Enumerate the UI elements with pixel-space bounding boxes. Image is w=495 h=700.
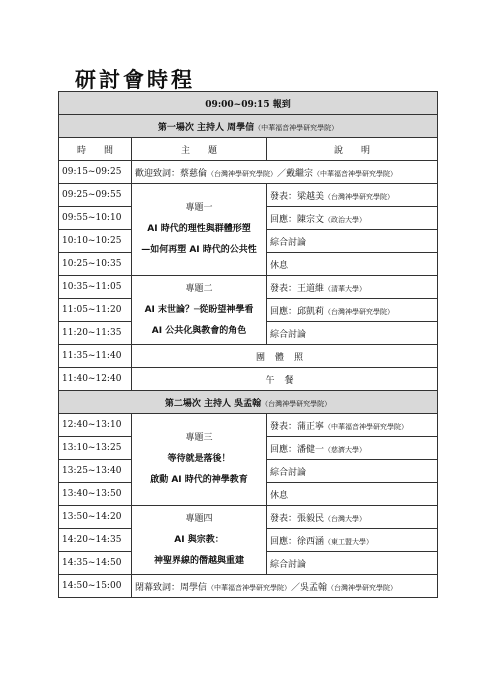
lunch-time: 11:40~12:40: [59, 368, 132, 391]
desc-text: 回應：徐西涵: [270, 536, 325, 547]
desc-cell: [267, 506, 438, 529]
closing-row: [59, 575, 438, 598]
session2-cell: [59, 391, 438, 414]
desc-cell: [267, 552, 438, 575]
desc-cell: [267, 299, 438, 322]
topic2-cell: [132, 276, 267, 345]
header-time: 時 間: [59, 138, 132, 161]
desc-text: 回應：陳宗文: [270, 214, 325, 225]
registration-cell: 09:00~09:15 報到: [59, 92, 438, 115]
topic3-line2: 啟動 AI 時代的神學教育: [150, 475, 248, 485]
session2-row: [59, 391, 438, 414]
desc-affil: （清華大學）: [324, 284, 367, 293]
topic1-line2: —如何再塑 AI 時代的公共性: [141, 245, 257, 255]
time-cell: 13:25~13:40: [59, 460, 132, 483]
header-desc: 說 明: [267, 138, 438, 161]
time-cell: 13:10~13:25: [59, 437, 132, 460]
desc-cell: [267, 276, 438, 299]
closing-sep: ／吳孟翰: [291, 582, 328, 593]
time-cell: 09:55~10:10: [59, 207, 132, 230]
lunch-row: [59, 368, 438, 391]
desc-text: 綜合討論: [270, 559, 307, 570]
time-cell: 14:20~14:35: [59, 529, 132, 552]
time-cell: 12:40~13:10: [59, 414, 132, 437]
topic1-cell: [132, 184, 267, 276]
desc-affil: （台灣神學研究學院）: [324, 307, 395, 316]
lunch-text: 午餐: [132, 368, 438, 391]
opening-time: 09:15~09:25: [59, 161, 132, 184]
topic4-line1: AI 與宗教：: [174, 534, 224, 545]
desc-affil: （慈濟大學）: [324, 445, 367, 454]
opening-affil1: （台灣神學研究學院）: [207, 169, 278, 178]
desc-cell: [267, 230, 438, 253]
table-row: [59, 184, 438, 207]
desc-cell: [267, 460, 438, 483]
opening-text: 歡迎致詞：蔡慈倫: [135, 168, 208, 179]
time-cell: 10:25~10:35: [59, 253, 132, 276]
desc-text: 綜合討論: [270, 329, 307, 340]
closing-desc: [132, 575, 438, 598]
registration-row: [59, 92, 438, 115]
desc-cell: [267, 253, 438, 276]
desc-cell: [267, 414, 438, 437]
topic4-label: 專題四: [185, 513, 213, 524]
closing-time: 14:50~15:00: [59, 575, 132, 598]
time-cell: 11:05~11:20: [59, 299, 132, 322]
schedule-table: [58, 91, 438, 598]
column-header-row: [59, 138, 438, 161]
table-row: [59, 506, 438, 529]
desc-affil: （中華福音神學研究學院）: [324, 422, 409, 431]
topic1-line1: AI 時代的理性與群體形塑: [147, 224, 251, 234]
session1-row: [59, 115, 438, 138]
topic2-line1: AI 末世論？─從盼望神學看: [144, 304, 254, 315]
desc-cell: [267, 184, 438, 207]
time-cell: 10:10~10:25: [59, 230, 132, 253]
topic3-cell: [132, 414, 267, 506]
photo-text: 團體照: [132, 345, 438, 368]
desc-text: 休息: [270, 490, 289, 501]
desc-cell: [267, 207, 438, 230]
topic2-line2: AI 公共化與教會的角色: [151, 325, 247, 336]
closing-affil1: （中華福音神學研究學院）: [207, 583, 292, 592]
time-cell: 10:35~11:05: [59, 276, 132, 299]
desc-text: 回應：潘健一: [270, 444, 325, 455]
desc-affil: （台灣大學）: [324, 514, 367, 523]
time-cell: 14:35~14:50: [59, 552, 132, 575]
desc-text: 休息: [270, 260, 289, 271]
topic3-line1: 等待就是落後！: [167, 454, 231, 464]
photo-row: [59, 345, 438, 368]
opening-affil2: （中華福音神學研究學院）: [313, 169, 398, 178]
desc-text: 綜合討論: [270, 467, 307, 478]
desc-text: 發表：張毅民: [270, 513, 325, 524]
desc-text: 發表：蒲正寧: [270, 421, 325, 432]
desc-text: 發表：梁越美: [270, 191, 325, 202]
topic3-label: 專題三: [185, 433, 213, 443]
time-cell: 09:25~09:55: [59, 184, 132, 207]
desc-affil: （政治大學）: [324, 215, 367, 224]
desc-cell: [267, 322, 438, 345]
session1-cell: [59, 115, 438, 138]
photo-time: 11:35~11:40: [59, 345, 132, 368]
desc-text: 回應：邱凱莉: [270, 306, 325, 317]
page-title: 研討會時程: [75, 68, 195, 92]
desc-cell: [267, 529, 438, 552]
desc-affil: （台灣神學研究學院）: [324, 192, 395, 201]
topic1-label: 專題一: [185, 203, 213, 213]
time-cell: 13:40~13:50: [59, 483, 132, 506]
desc-affil: （東工盟大學）: [324, 537, 374, 546]
topic4-cell: [132, 506, 267, 575]
time-cell: 13:50~14:20: [59, 506, 132, 529]
opening-desc: [132, 161, 438, 184]
session1-label: 第一場次 主持人 周學信: [157, 122, 255, 133]
desc-text: 綜合討論: [270, 237, 307, 248]
opening-row: [59, 161, 438, 184]
table-row: [59, 414, 438, 437]
header-topic: 主 題: [132, 138, 267, 161]
session2-affil: （台灣神學研究學院）: [261, 399, 332, 408]
topic4-line2: 神聖界線的僭越與重建: [153, 555, 244, 566]
time-cell: 11:20~11:35: [59, 322, 132, 345]
table-row: [59, 276, 438, 299]
topic2-label: 專題二: [185, 283, 213, 294]
session2-label: 第二場次 主持人 吳孟翰: [164, 398, 262, 409]
desc-cell: [267, 483, 438, 506]
opening-sep: ／戴繼宗: [277, 168, 314, 179]
closing-affil2: （台灣神學研究學院）: [327, 583, 398, 592]
desc-text: 發表：王道維: [270, 283, 325, 294]
desc-cell: [267, 437, 438, 460]
closing-text: 閉幕致詞：周學信: [135, 582, 208, 593]
session1-affil: （中華福音神學研究學院）: [254, 123, 339, 132]
